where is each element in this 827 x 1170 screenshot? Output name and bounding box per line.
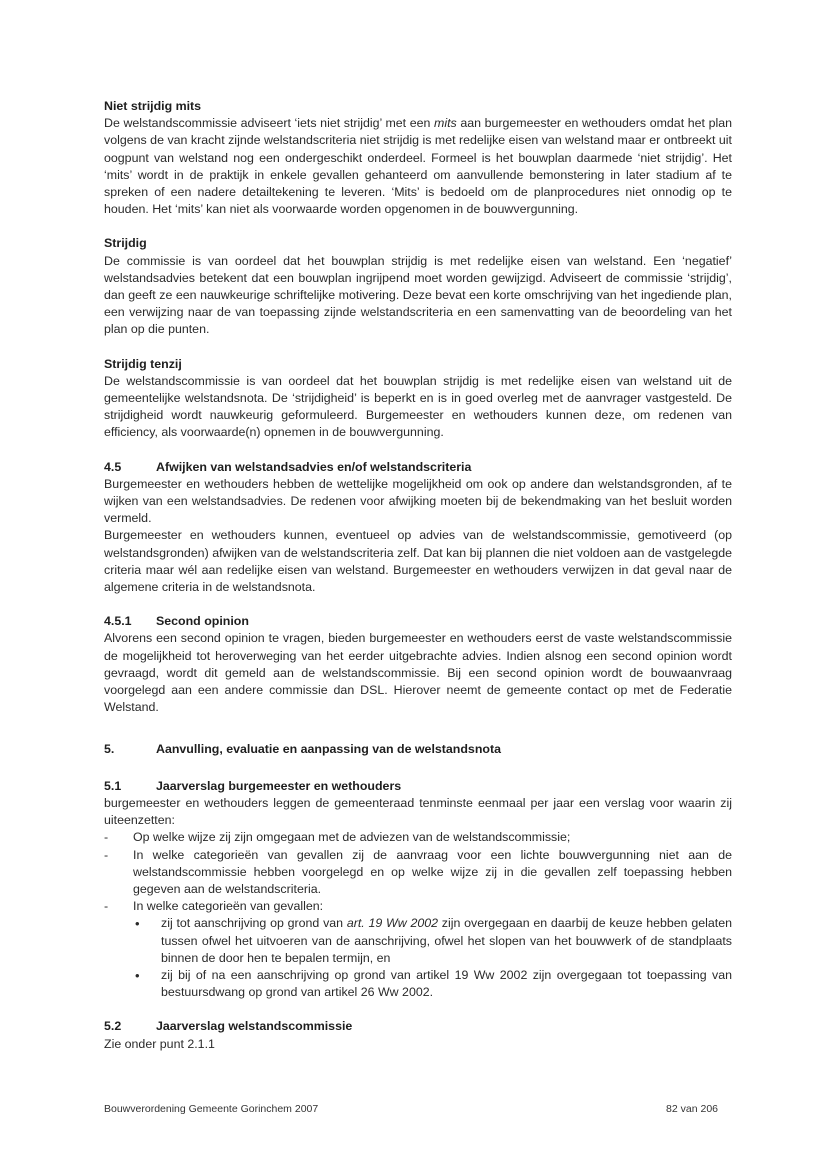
text-part: De welstandscommissie adviseert ‘iets niet strijdig’ met een <box>104 116 434 131</box>
sub-list-item: • zij bij of na een aanschrijving op grond van artikel 19 Ww 2002 zijn overgegaan tot toepassing van bestuursdwang op grond van artikel 26 Ww 2002. <box>133 967 732 1001</box>
heading-4-5-1 <box>104 613 732 630</box>
section-4-5 <box>104 459 732 597</box>
list-item-text: In welke categorieën van gevallen: <box>133 899 324 914</box>
section-4-5-1 <box>104 613 732 716</box>
heading-number: 5.2 <box>104 1019 122 1034</box>
paragraph-5-1-intro: burgemeester en wethouders leggen de gemeenteraad tenminste eenmaal per jaar een verslag voor waarin zij uiteenzetten: <box>104 795 732 828</box>
heading-5-2 <box>104 1018 732 1035</box>
section-5-1 <box>104 778 732 1002</box>
list-item: - In welke categorieën van gevallen zij de aanvraag voor een lichte bouwvergunning niet aan de welstandscommissie hebben voorgelegd en op welke wijze zij in die gevallen zelf toepassing hebben gegeven aan de welstandscriteria. <box>104 847 732 899</box>
heading-strijdig-tenzij: Strijdig tenzij <box>104 356 182 371</box>
paragraph-strijdig: De commissie is van oordeel dat het bouwplan strijdig is met redelijke eisen van welstand. Een ‘negatief’ welstandsadvies betekent dat een bouwplan ingrijpend moet worden gewijzigd. Adviseert de commissie ‘strijdig’, dan geeft ze een nauwkeurige schriftelijke motivering. Deze bevat een korte omschrijving van het ingediende plan, een verwijzing naar de van toepassing zijnde welstandscriteria en een samenvatting van de beoordeling van het plan op die punten. <box>104 253 732 337</box>
heading-strijdig: Strijdig <box>104 236 147 251</box>
document-page <box>104 98 732 1070</box>
list-item: - Op welke wijze zij zijn omgegaan met de adviezen van de welstandscommissie; <box>104 829 732 846</box>
text-emphasis: mits <box>434 116 457 131</box>
list-jaarverslag <box>104 829 732 1001</box>
text-part: aan burgemeester en wethouders omdat het plan volgens de van kracht zijnde welstandscriteria niet strijdig is met redelijke eisen van welstand maar er ontbreekt uit oogpunt van welstand nog een ondergeschikt onderdeel. Formeel is het bouwplan daarmede ‘niet strijdig’. Het ‘mits’ wordt in de praktijk in enkele gevallen gehanteerd om aanvullende bemonstering in later stadium af te spreken of een nadere detailtekening te leveren. ‘Mits’ is bedoeld om de planprocedures niet onnodig op te houden. Het ‘mits’ kan niet als voorwaarde worden opgenomen in de bouwvergunning. <box>104 116 732 217</box>
section-5-2 <box>104 1018 732 1052</box>
text-part: zij tot aanschrijving op grond van <box>161 916 347 931</box>
text-part: zijn overgegaan en daarbij de keuze hebben gelaten tussen ofwel het uitvoeren van de aanschrijving, ofwel het slopen van het bouwwerk of de standplaats binnen de door hen te bepalen termijn, en <box>161 916 732 965</box>
paragraph-4-5-2: Burgemeester en wethouders kunnen, eventueel op advies van de welstandscommissie, gemotiveerd (op welstandsgronden) afwijken van de welstandscriteria zelf. Dat kan bij plannen die niet voldoen aan de vastgelegde criteria maar wél aan redelijke eisen van welstand. Burgemeester en wethouders verwijzen in dat geval naar de algemene criteria in de welstandsnota. <box>104 528 732 595</box>
paragraph-4-5-1: Burgemeester en wethouders hebben de wettelijke mogelijkheid om ook op andere dan welstandsgronden, af te wijken van een welstandsadvies. De redenen voor afwijking moeten bij de bekendmaking van het besluit worden vermeld. <box>104 476 732 526</box>
heading-number: 4.5.1 <box>104 614 132 629</box>
paragraph-5-2: Zie onder punt 2.1.1 <box>104 1036 215 1051</box>
heading-4-5 <box>104 459 732 476</box>
footer-document-title: Bouwverordening Gemeente Gorinchem 2007 <box>104 1103 319 1115</box>
heading-text: Jaarverslag burgemeester en wethouders <box>156 778 402 793</box>
section-niet-strijdig-mits <box>104 98 732 218</box>
heading-5-1 <box>104 778 732 795</box>
heading-text: Aanvulling, evaluatie en aanpassing van de welstandsnota <box>156 741 501 756</box>
heading-niet-strijdig-mits: Niet strijdig mits <box>104 99 202 113</box>
heading-5 <box>104 741 732 758</box>
section-strijdig <box>104 235 732 338</box>
heading-text: Jaarverslag welstandscommissie <box>156 1019 353 1034</box>
footer-page-number: 82 van 206 <box>666 1103 718 1115</box>
page-footer <box>104 1103 718 1115</box>
paragraph-second-opinion: Alvorens een second opinion te vragen, bieden burgemeester en wethouders eerst de vaste welstandscommissie de mogelijkheid tot heroverweging van het eerder uitgebrachte advies. Indien alsnog een second opinion wordt gevraagd, wordt dit gemeld aan de welstandscommissie. Bij een second opinion wordt de bouwaanvraag voorgelegd aan een andere commissie dan DSL. Hierover neemt de gemeente contact op met de Federatie Welstand. <box>104 631 732 715</box>
heading-text: Second opinion <box>156 614 249 629</box>
text-emphasis: art. 19 Ww 2002 <box>346 916 439 931</box>
sub-list <box>133 915 732 1001</box>
heading-number: 4.5 <box>104 459 122 474</box>
paragraph-niet-strijdig-mits <box>104 115 732 218</box>
sub-list-item <box>133 915 732 967</box>
heading-number: 5.1 <box>104 778 122 793</box>
section-strijdig-tenzij <box>104 356 732 442</box>
heading-text: Afwijken van welstandsadvies en/of welstandscriteria <box>156 459 472 474</box>
list-item <box>104 898 732 1001</box>
heading-number: 5. <box>104 741 115 756</box>
paragraph-strijdig-tenzij: De welstandscommissie is van oordeel dat het bouwplan strijdig is met redelijke eisen van welstand uit de gemeentelijke welstandsnota. De ‘strijdigheid’ is beperkt en is in goed overleg met de aanvrager vastgesteld. De strijdigheid wordt nauwkeurig geformuleerd. Burgemeester en wethouders kunnen deze, om redenen van efficiency, als voorwaarde(n) opnemen in de bouwvergunning. <box>104 373 732 440</box>
